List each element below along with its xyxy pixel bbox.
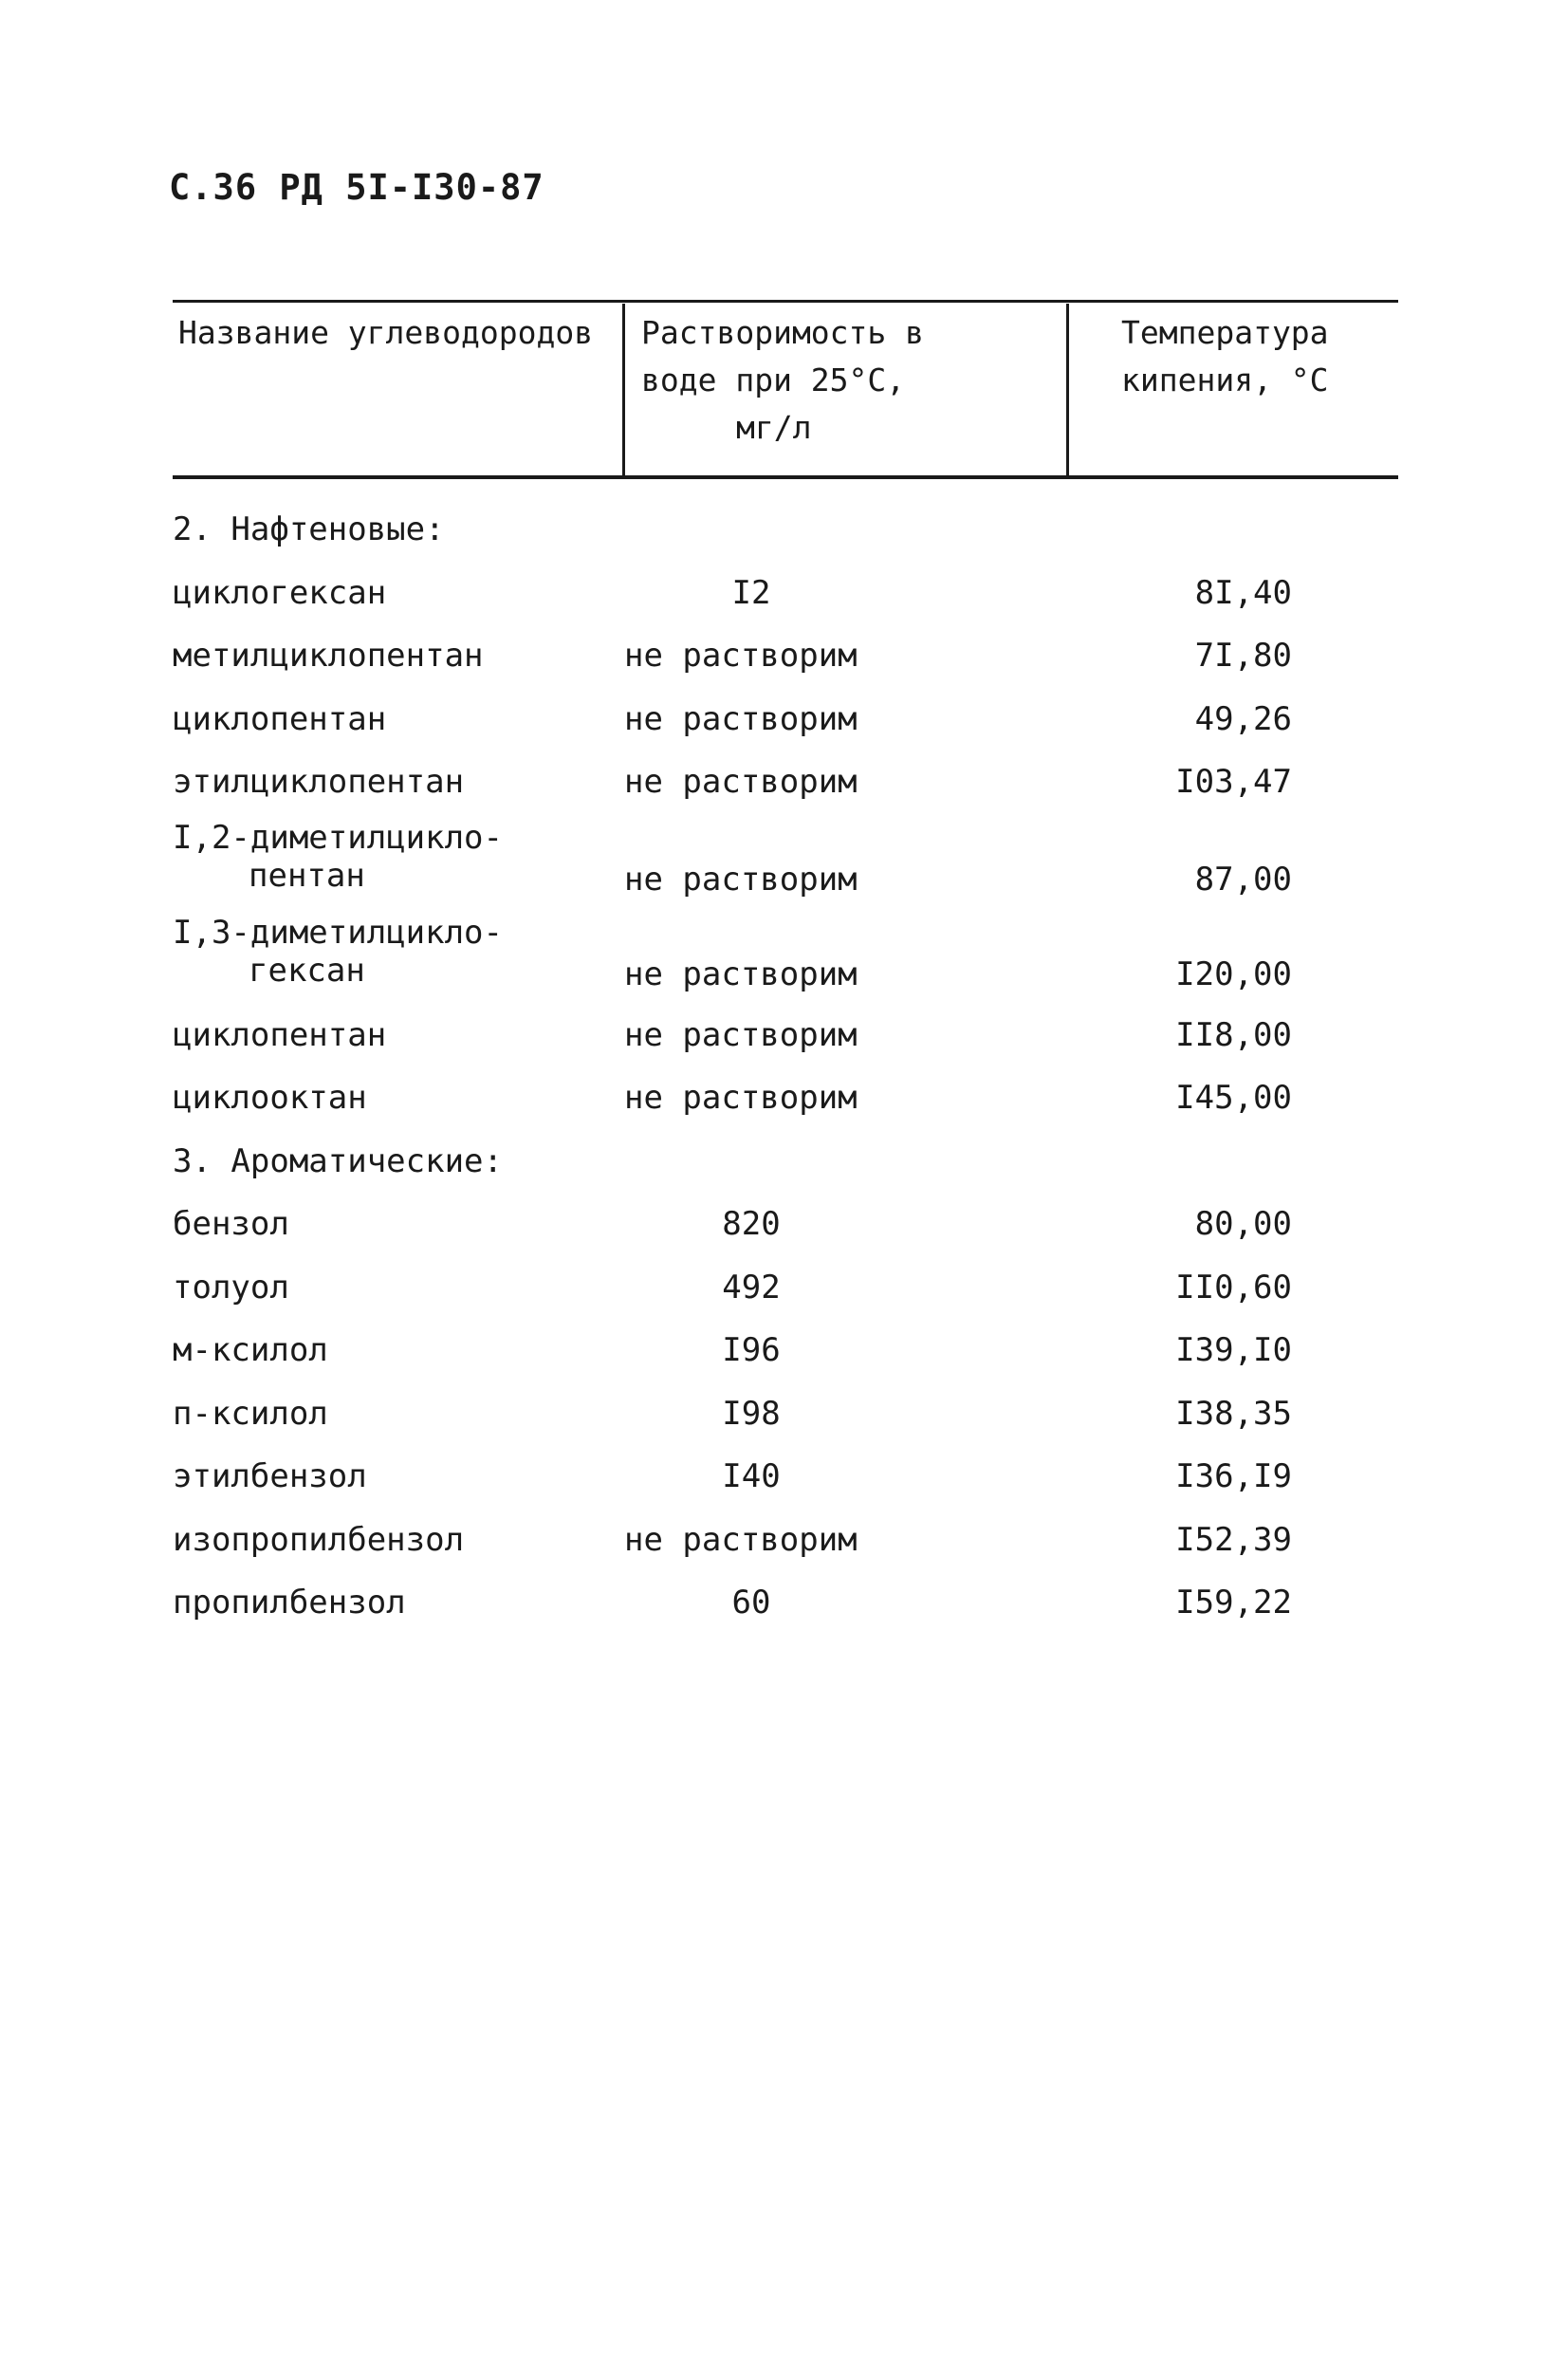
table-row — [173, 693, 1398, 756]
boiling-temp-value: II0,60 — [1175, 1268, 1292, 1307]
section-title — [173, 1135, 1398, 1198]
boiling-temp-value: II8,00 — [1175, 1015, 1292, 1054]
boiling-temp-value: 80,00 — [1194, 1205, 1292, 1243]
boiling-temp-value: I59,22 — [1175, 1584, 1292, 1622]
hydrocarbon-name-line: толуол — [173, 1268, 289, 1307]
table-row — [173, 566, 1398, 630]
hydrocarbon-name-line: циклопентан — [173, 1015, 387, 1054]
section-title-text: 2. Нафтеновые: — [173, 510, 445, 548]
solubility-value: 60 — [731, 1584, 771, 1622]
column-header-boiling-temp: Температура кипения, °С — [1121, 314, 1329, 399]
hydrocarbon-name — [173, 819, 609, 895]
section-title-text: 3. Ароматические: — [173, 1141, 503, 1180]
hydrocarbon-name — [173, 1521, 609, 1559]
hydrocarbon-name-line: м-ксилол — [173, 1331, 328, 1369]
table-row — [173, 1576, 1398, 1640]
solubility-value: I40 — [722, 1457, 781, 1495]
hydrocarbon-name — [173, 1079, 609, 1117]
table-row — [173, 755, 1398, 819]
solubility-value: не растворим — [624, 1015, 858, 1054]
hydrocarbon-name — [173, 1269, 609, 1307]
boiling-temp-value: I36,I9 — [1175, 1457, 1292, 1495]
page-header: С.36 РД 5I-I30-87 — [169, 167, 544, 208]
table-row — [173, 1450, 1398, 1513]
solubility-value: не растворим — [624, 955, 858, 993]
hydrocarbon-name — [173, 1205, 609, 1243]
table-row — [173, 1513, 1398, 1577]
boiling-temp-value: 8I,40 — [1194, 573, 1292, 612]
solubility-value: не растворим — [624, 699, 858, 738]
table-row — [173, 1261, 1398, 1325]
table-header-rule — [173, 475, 1398, 479]
boiling-temp-value: 7I,80 — [1194, 637, 1292, 675]
table-row — [173, 1197, 1398, 1261]
hydrocarbon-name — [173, 1331, 609, 1369]
solubility-value: не растворим — [624, 637, 858, 675]
solubility-value: не растворим — [624, 1079, 858, 1117]
table-top-rule — [173, 300, 1398, 303]
table-row — [173, 1387, 1398, 1451]
table-row — [173, 1009, 1398, 1072]
boiling-temp-value: 87,00 — [1194, 860, 1292, 899]
hydrocarbon-name — [173, 914, 609, 990]
boiling-temp-value: I38,35 — [1175, 1394, 1292, 1433]
column-divider — [1066, 304, 1069, 476]
hydrocarbon-name-line: I,3-диметилцикло- — [173, 913, 503, 952]
boiling-temp-value: I20,00 — [1175, 955, 1292, 993]
hydrocarbon-name — [173, 1395, 609, 1433]
boiling-temp-value: I03,47 — [1175, 763, 1292, 801]
hydrocarbon-name-continuation: пентан — [249, 856, 365, 895]
solubility-value: I96 — [722, 1331, 781, 1369]
hydrocarbon-name-line: этилциклопентан — [173, 763, 465, 801]
boiling-temp-value: I45,00 — [1175, 1079, 1292, 1117]
table-row — [173, 1324, 1398, 1387]
hydrocarbon-name — [173, 763, 609, 801]
hydrocarbon-name — [173, 1016, 609, 1054]
hydrocarbon-name-line: бензол — [173, 1205, 289, 1243]
section-title — [173, 503, 1398, 566]
solubility-value: I2 — [731, 573, 771, 612]
table-body — [173, 503, 1398, 1640]
hydrocarbon-name — [173, 700, 609, 738]
solubility-value: не растворим — [624, 763, 858, 801]
hydrocarbon-name-line: I,2-диметилцикло- — [173, 818, 503, 857]
table-row — [173, 914, 1398, 1009]
hydrocarbon-name — [173, 637, 609, 675]
hydrocarbon-name-line: пропилбензол — [173, 1584, 406, 1622]
hydrocarbon-name-line: циклопентан — [173, 699, 387, 738]
hydrocarbon-name — [173, 574, 609, 612]
column-header-name: Название углеводородов — [178, 314, 594, 351]
hydrocarbon-name-line: циклогексан — [173, 573, 387, 612]
hydrocarbon-name — [173, 1457, 609, 1495]
hydrocarbon-name-line: изопропилбензол — [173, 1520, 465, 1559]
hydrocarbon-name-line: этилбензол — [173, 1457, 367, 1495]
hydrocarbon-name-line: метилциклопентан — [173, 637, 484, 675]
hydrocarbon-name-continuation: гексан — [249, 951, 365, 990]
solubility-value: не растворим — [624, 860, 858, 899]
column-header-solubility: Растворимость в воде при 25°С, мг/л — [641, 314, 925, 446]
column-divider — [622, 304, 625, 476]
hydrocarbon-name-line: циклооктан — [173, 1079, 367, 1117]
table-row — [173, 629, 1398, 693]
boiling-temp-value: I52,39 — [1175, 1520, 1292, 1559]
hydrocarbon-name-line: п-ксилол — [173, 1394, 328, 1433]
solubility-value: 820 — [722, 1205, 781, 1243]
solubility-value: 492 — [722, 1268, 781, 1307]
solubility-value: I98 — [722, 1394, 781, 1433]
boiling-temp-value: 49,26 — [1194, 699, 1292, 738]
table-row — [173, 819, 1398, 914]
table-row — [173, 1071, 1398, 1135]
boiling-temp-value: I39,I0 — [1175, 1331, 1292, 1369]
hydrocarbon-name — [173, 1584, 609, 1622]
solubility-value: не растворим — [624, 1520, 858, 1559]
